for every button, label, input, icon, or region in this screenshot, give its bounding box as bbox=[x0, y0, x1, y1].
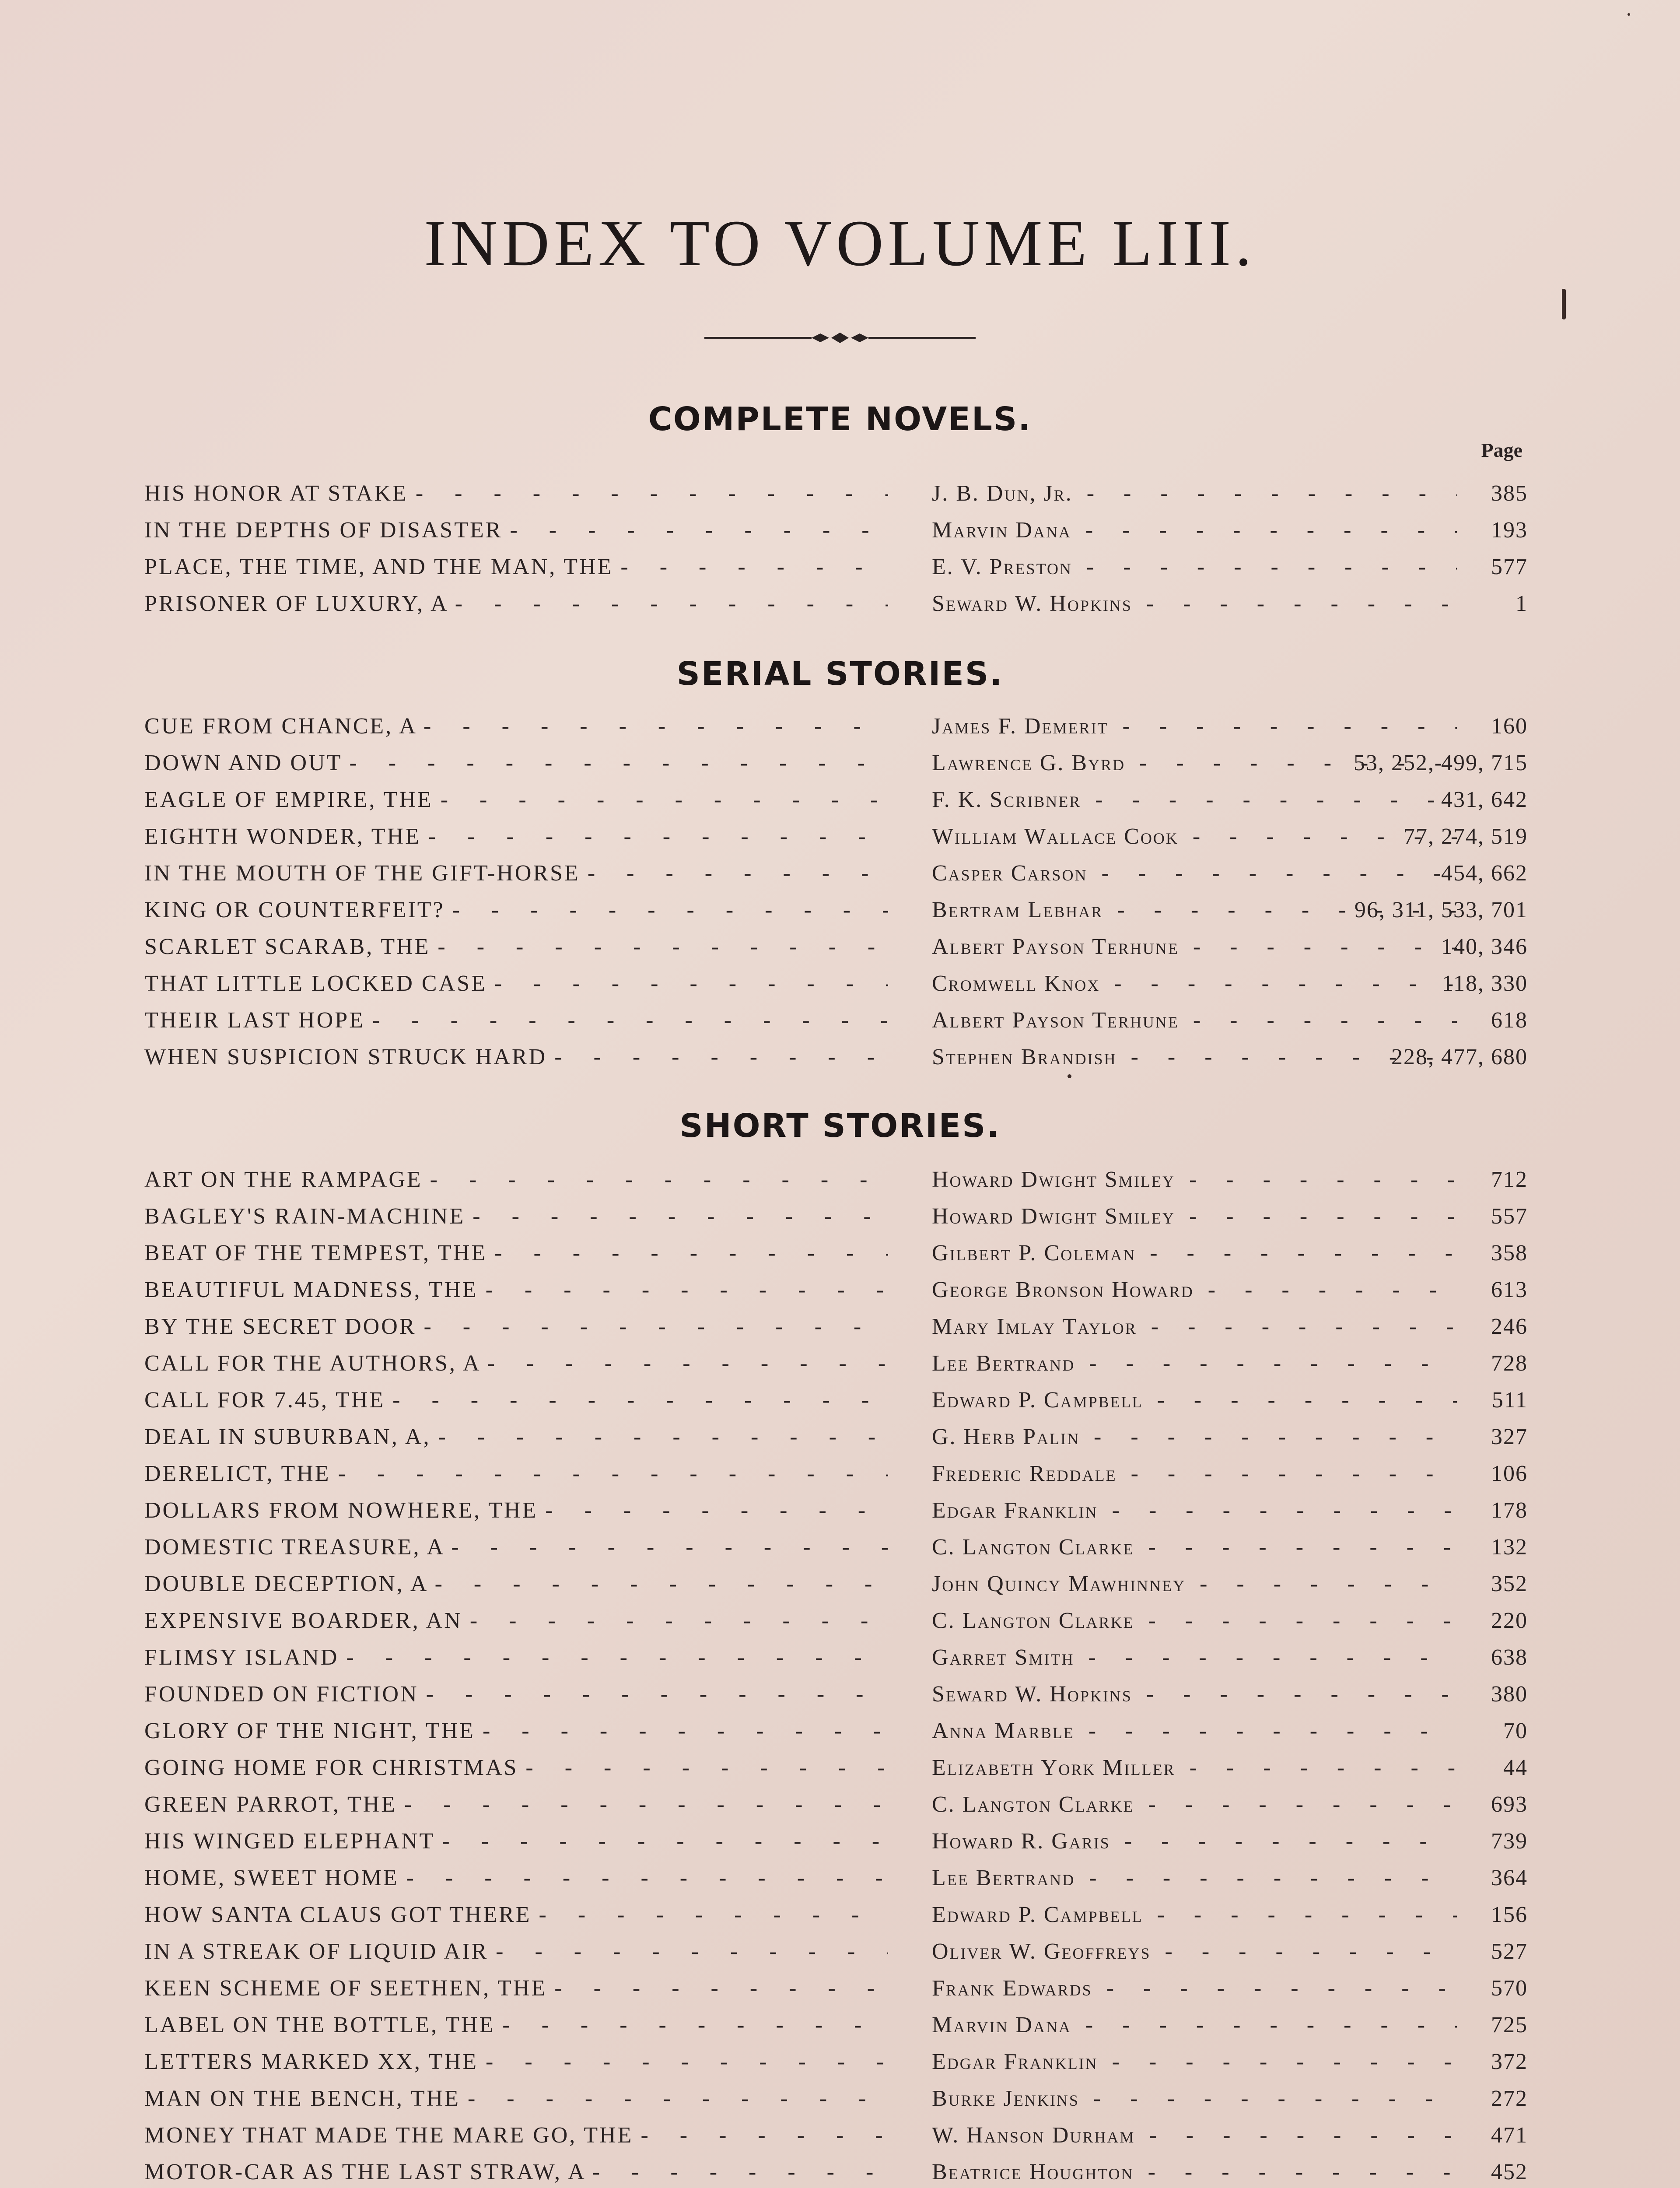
list-item bbox=[0, 589, 1680, 619]
entry-title: THEIR LAST HOPE - bbox=[144, 1005, 888, 1036]
entry-author: Anna Marble - bbox=[932, 1716, 1457, 1746]
entry-title: PLACE, THE TIME, AND THE MAN, THE - bbox=[144, 552, 888, 582]
entry-pages: 712 bbox=[1491, 1167, 1528, 1192]
entry-author: Mary Imlay Taylor - bbox=[932, 1311, 1457, 1342]
entry-author: Marvin Dana - bbox=[932, 515, 1457, 546]
entry-pages: 132 bbox=[1491, 1535, 1528, 1560]
entry-title: EAGLE OF EMPIRE, THE - bbox=[144, 785, 888, 815]
entry-title: SCARLET SCARAB, THE - bbox=[144, 932, 888, 962]
entry-author: James F. Demerit - bbox=[932, 711, 1457, 742]
list-item bbox=[0, 478, 1680, 509]
entry-author: Frank Edwards - bbox=[932, 1973, 1457, 2004]
list-item bbox=[0, 1385, 1680, 1416]
list-item bbox=[0, 2083, 1680, 2114]
list-item bbox=[0, 858, 1680, 889]
list-item bbox=[0, 1606, 1680, 1636]
entry-title: BAGLEY'S RAIN-MACHINE - bbox=[144, 1201, 888, 1232]
list-item bbox=[0, 1275, 1680, 1305]
entry-pages: 1 bbox=[1516, 591, 1528, 616]
list-item bbox=[0, 1716, 1680, 1746]
entry-title: DERELICT, THE - bbox=[144, 1459, 888, 1489]
entry-pages: 693 bbox=[1491, 1792, 1528, 1817]
entry-author: George Bronson Howard - bbox=[932, 1275, 1457, 1305]
entry-author: W. Hanson Durham - bbox=[932, 2120, 1457, 2151]
list-item bbox=[0, 1642, 1680, 1673]
entry-title: KEEN SCHEME OF SEETHEN, THE - bbox=[144, 1973, 888, 2004]
entry-title: DOMESTIC TREASURE, A - bbox=[144, 1532, 888, 1563]
divider-ornament bbox=[700, 325, 980, 351]
list-item bbox=[0, 711, 1680, 742]
entry-pages: 372 bbox=[1491, 2049, 1528, 2074]
list-item bbox=[0, 1753, 1680, 1783]
entry-pages: 44 bbox=[1503, 1755, 1528, 1780]
entry-title: KING OR COUNTERFEIT? - bbox=[144, 895, 888, 926]
list-item bbox=[0, 1532, 1680, 1563]
list-item bbox=[0, 748, 1680, 778]
entry-title: LABEL ON THE BOTTLE, THE - bbox=[144, 2010, 888, 2041]
entry-pages: 156 bbox=[1491, 1902, 1528, 1927]
entry-title: FLIMSY ISLAND - bbox=[144, 1642, 888, 1673]
entry-pages: 96, 311, 533, 701 bbox=[1354, 898, 1528, 922]
entry-author: John Quincy Mawhinney - bbox=[932, 1569, 1457, 1599]
entry-author: Beatrice Houghton - bbox=[932, 2157, 1457, 2188]
entry-pages: 638 bbox=[1491, 1645, 1528, 1670]
entry-pages: 246 bbox=[1491, 1314, 1528, 1339]
list-item bbox=[0, 1164, 1680, 1195]
section-heading-serial-stories: SERIAL STORIES. bbox=[676, 655, 1004, 693]
entry-pages: 613 bbox=[1491, 1277, 1528, 1302]
entry-author: Edward P. Campbell - bbox=[932, 1385, 1457, 1416]
entry-author: Garret Smith - bbox=[932, 1642, 1457, 1673]
entry-title: DOWN AND OUT - bbox=[144, 748, 888, 778]
entry-title: DOLLARS FROM NOWHERE, THE - bbox=[144, 1495, 888, 1526]
entry-pages: 511 bbox=[1491, 1388, 1528, 1413]
entry-title: MAN ON THE BENCH, THE - bbox=[144, 2083, 888, 2114]
list-item bbox=[0, 2157, 1680, 2188]
entry-pages: 471 bbox=[1491, 2123, 1528, 2148]
entry-title: BEAUTIFUL MADNESS, THE - bbox=[144, 1275, 888, 1305]
list-item bbox=[0, 515, 1680, 546]
entry-title: IN THE MOUTH OF THE GIFT-HORSE - bbox=[144, 858, 888, 889]
entry-pages: 358 bbox=[1491, 1241, 1528, 1266]
entry-title: WHEN SUSPICION STRUCK HARD - bbox=[144, 1042, 888, 1073]
list-item bbox=[0, 1042, 1680, 1073]
entry-title: GLORY OF THE NIGHT, THE - bbox=[144, 1716, 888, 1746]
entry-title: HIS WINGED ELEPHANT - bbox=[144, 1826, 888, 1857]
list-item bbox=[0, 1973, 1680, 2004]
entry-title: DEAL IN SUBURBAN, A, - bbox=[144, 1422, 888, 1452]
list-item bbox=[0, 1238, 1680, 1269]
list-item bbox=[0, 895, 1680, 926]
entry-pages: 140, 346 bbox=[1441, 934, 1528, 959]
entry-author: G. Herb Palin - bbox=[932, 1422, 1457, 1452]
entry-author: Burke Jenkins - bbox=[932, 2083, 1457, 2114]
paper-speck bbox=[1068, 1074, 1071, 1078]
entry-author: Oliver W. Geoffreys - bbox=[932, 1936, 1457, 1967]
entry-author: Edgar Franklin - bbox=[932, 2047, 1457, 2077]
entry-author: Albert Payson Terhune - bbox=[932, 932, 1457, 962]
list-item bbox=[0, 1569, 1680, 1599]
list-item bbox=[0, 1459, 1680, 1489]
list-item bbox=[0, 1679, 1680, 1710]
entry-author: Stephen Brandish - bbox=[932, 1042, 1457, 1073]
list-item bbox=[0, 1826, 1680, 1857]
list-item bbox=[0, 932, 1680, 962]
list-item bbox=[0, 1789, 1680, 1820]
entry-author: William Wallace Cook - bbox=[932, 821, 1457, 852]
entry-author: Lee Bertrand - bbox=[932, 1863, 1457, 1893]
entry-title: MONEY THAT MADE THE MARE GO, THE - bbox=[144, 2120, 888, 2151]
entry-title: EIGHTH WONDER, THE - bbox=[144, 821, 888, 852]
list-item bbox=[0, 2010, 1680, 2041]
entry-author: C. Langton Clarke - bbox=[932, 1532, 1457, 1563]
entry-pages: 380 bbox=[1491, 1682, 1528, 1707]
entry-title: FOUNDED ON FICTION - bbox=[144, 1679, 888, 1710]
list-item bbox=[0, 1311, 1680, 1342]
entry-title: HOW SANTA CLAUS GOT THERE - bbox=[144, 1900, 888, 1930]
entry-title: DOUBLE DECEPTION, A - bbox=[144, 1569, 888, 1599]
entry-pages: 364 bbox=[1491, 1865, 1528, 1890]
entry-title: GOING HOME FOR CHRISTMAS - bbox=[144, 1753, 888, 1783]
list-item bbox=[0, 1936, 1680, 1967]
entry-title: CALL FOR 7.45, THE - bbox=[144, 1385, 888, 1416]
page-column-label: Page bbox=[1481, 439, 1522, 461]
entry-pages: 728 bbox=[1491, 1351, 1528, 1376]
entry-pages: 618 bbox=[1491, 1008, 1528, 1033]
entry-author: Elizabeth York Miller - bbox=[932, 1753, 1457, 1783]
entry-author: C. Langton Clarke - bbox=[932, 1606, 1457, 1636]
entry-pages: 118, 330 bbox=[1442, 971, 1528, 996]
list-item bbox=[0, 1422, 1680, 1452]
entry-pages: 77, 274, 519 bbox=[1404, 824, 1528, 849]
entry-title: THAT LITTLE LOCKED CASE - bbox=[144, 968, 888, 999]
entry-title: BEAT OF THE TEMPEST, THE - bbox=[144, 1238, 888, 1269]
list-item bbox=[0, 1201, 1680, 1232]
entry-pages: 527 bbox=[1491, 1939, 1528, 1964]
entry-pages: 557 bbox=[1491, 1204, 1528, 1229]
entry-author: Howard Dwight Smiley - bbox=[932, 1164, 1457, 1195]
entry-author: C. Langton Clarke - bbox=[932, 1789, 1457, 1820]
list-item bbox=[0, 2120, 1680, 2151]
list-item bbox=[0, 1348, 1680, 1379]
paper-speck bbox=[1628, 13, 1630, 16]
entry-pages: 725 bbox=[1491, 2013, 1528, 2037]
list-item bbox=[0, 1863, 1680, 1893]
entry-author: Edward P. Campbell - bbox=[932, 1900, 1457, 1930]
entry-author: Howard Dwight Smiley - bbox=[932, 1201, 1457, 1232]
entry-title: CUE FROM CHANCE, A - bbox=[144, 711, 888, 742]
entry-pages: 739 bbox=[1491, 1829, 1528, 1854]
entry-pages: 106 bbox=[1491, 1461, 1528, 1486]
entry-pages: 570 bbox=[1491, 1976, 1528, 2001]
entry-author: Bertram Lebhar - bbox=[932, 895, 1457, 926]
entry-title: MOTOR-CAR AS THE LAST STRAW, A - bbox=[144, 2157, 888, 2188]
entry-pages: 228, 477, 680 bbox=[1391, 1045, 1528, 1069]
list-item bbox=[0, 821, 1680, 852]
entry-title: HOME, SWEET HOME - bbox=[144, 1863, 888, 1893]
entry-pages: 327 bbox=[1491, 1424, 1528, 1449]
entry-pages: 272 bbox=[1491, 2086, 1528, 2111]
entry-author: Lee Bertrand - bbox=[932, 1348, 1457, 1379]
entry-title: LETTERS MARKED XX, THE - bbox=[144, 2047, 888, 2077]
entry-title: EXPENSIVE BOARDER, AN - bbox=[144, 1606, 888, 1636]
entry-author: Gilbert P. Coleman - bbox=[932, 1238, 1457, 1269]
section-heading-complete-novels: COMPLETE NOVELS. bbox=[648, 400, 1032, 438]
entry-title: IN A STREAK OF LIQUID AIR - bbox=[144, 1936, 888, 1967]
entry-pages: 53, 252, 499, 715 bbox=[1354, 750, 1528, 775]
paper-speck bbox=[1562, 289, 1566, 319]
entry-pages: 178 bbox=[1491, 1498, 1528, 1523]
entry-pages: 577 bbox=[1491, 554, 1528, 579]
entry-pages: 193 bbox=[1491, 518, 1528, 543]
entry-pages: 220 bbox=[1491, 1608, 1528, 1633]
entry-author: Marvin Dana - bbox=[932, 2010, 1457, 2041]
entry-title: HIS HONOR AT STAKE - bbox=[144, 478, 888, 509]
page-title: INDEX TO VOLUME LIII. bbox=[424, 207, 1256, 280]
entry-author: J. B. Dun, Jr. - bbox=[932, 478, 1457, 509]
entry-title: PRISONER OF LUXURY, A - bbox=[144, 589, 888, 619]
list-item bbox=[0, 785, 1680, 815]
entry-pages: 160 bbox=[1491, 714, 1528, 739]
entry-pages: 431, 642 bbox=[1441, 787, 1528, 812]
entry-author: Seward W. Hopkins - bbox=[932, 589, 1457, 619]
entry-author: Frederic Reddale - bbox=[932, 1459, 1457, 1489]
list-item bbox=[0, 2047, 1680, 2077]
entry-pages: 70 bbox=[1503, 1718, 1528, 1743]
entry-title: CALL FOR THE AUTHORS, A - bbox=[144, 1348, 888, 1379]
entry-pages: 452 bbox=[1491, 2160, 1528, 2184]
entry-author: Albert Payson Terhune - bbox=[932, 1005, 1457, 1036]
entry-title: GREEN PARROT, THE - bbox=[144, 1789, 888, 1820]
entry-pages: 454, 662 bbox=[1441, 861, 1528, 886]
entry-author: Seward W. Hopkins - bbox=[932, 1679, 1457, 1710]
entry-author: Casper Carson - bbox=[932, 858, 1457, 889]
list-item bbox=[0, 552, 1680, 582]
entry-author: Lawrence G. Byrd - bbox=[932, 748, 1457, 778]
entry-author: Edgar Franklin - bbox=[932, 1495, 1457, 1526]
entry-pages: 352 bbox=[1491, 1571, 1528, 1596]
list-item bbox=[0, 1005, 1680, 1036]
list-item bbox=[0, 1495, 1680, 1526]
entry-author: Cromwell Knox - bbox=[932, 968, 1457, 999]
entry-author: Howard R. Garis - bbox=[932, 1826, 1457, 1857]
entry-title: ART ON THE RAMPAGE - bbox=[144, 1164, 888, 1195]
entry-title: BY THE SECRET DOOR - bbox=[144, 1311, 888, 1342]
entry-author: F. K. Scribner - bbox=[932, 785, 1457, 815]
entry-pages: 385 bbox=[1491, 481, 1528, 506]
entry-title: IN THE DEPTHS OF DISASTER - bbox=[144, 515, 888, 546]
section-heading-short-stories: SHORT STORIES. bbox=[679, 1107, 1001, 1145]
list-item bbox=[0, 1900, 1680, 1930]
list-item bbox=[0, 968, 1680, 999]
entry-author: E. V. Preston - bbox=[932, 552, 1457, 582]
